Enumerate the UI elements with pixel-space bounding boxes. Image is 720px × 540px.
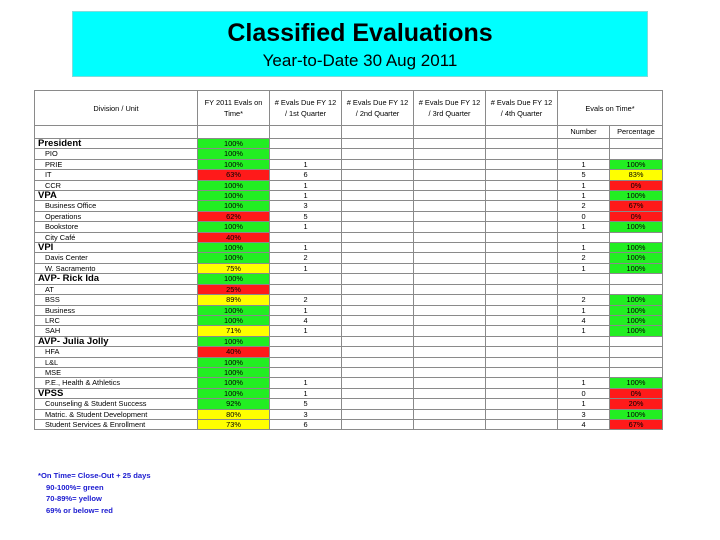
- unit-name: Business: [35, 305, 198, 315]
- q1-value: 6: [270, 170, 342, 180]
- page-title: Classified Evaluations: [227, 19, 493, 47]
- q2-value: [342, 336, 414, 346]
- on-time-percentage: 100%: [610, 263, 663, 273]
- q3-value: [414, 191, 486, 201]
- on-time-percentage: [610, 336, 663, 346]
- on-time-number: 1: [558, 159, 610, 169]
- fy2011-value: 25%: [198, 284, 270, 294]
- unit-name: Operations: [35, 211, 198, 221]
- unit-name: VPSS: [35, 388, 198, 398]
- on-time-percentage: [610, 347, 663, 357]
- unit-name: HFA: [35, 347, 198, 357]
- q1-value: 1: [270, 263, 342, 273]
- q2-value: [342, 315, 414, 325]
- unit-name: BSS: [35, 295, 198, 305]
- fy2011-value: 100%: [198, 274, 270, 284]
- q1-value: [270, 367, 342, 377]
- fy2011-value: 89%: [198, 295, 270, 305]
- q4-value: [486, 336, 558, 346]
- unit-name: City Café: [35, 232, 198, 242]
- evaluations-table: [34, 90, 663, 430]
- table-row: [35, 399, 663, 409]
- on-time-number: [558, 367, 610, 377]
- q4-value: [486, 388, 558, 398]
- table-row: [35, 211, 663, 221]
- q4-value: [486, 326, 558, 336]
- fy2011-value: 100%: [198, 159, 270, 169]
- table-row: [35, 336, 663, 346]
- q4-value: [486, 357, 558, 367]
- on-time-percentage: 0%: [610, 180, 663, 190]
- q4-value: [486, 253, 558, 263]
- on-time-percentage: 67%: [610, 201, 663, 211]
- q3-value: [414, 315, 486, 325]
- table-row: [35, 357, 663, 367]
- unit-name: W. Sacramento: [35, 263, 198, 273]
- q4-value: [486, 211, 558, 221]
- q3-value: [414, 326, 486, 336]
- q1-value: [270, 274, 342, 284]
- header-q4: # Evals Due FY 12 / 4th Quarter: [486, 91, 558, 126]
- q2-value: [342, 170, 414, 180]
- header-q1: # Evals Due FY 12 / 1st Quarter: [270, 91, 342, 126]
- unit-name: Matric. & Student Development: [35, 409, 198, 419]
- unit-name: VPA: [35, 191, 198, 201]
- unit-name: Business Office: [35, 201, 198, 211]
- q3-value: [414, 201, 486, 211]
- table-row: [35, 232, 663, 242]
- q4-value: [486, 378, 558, 388]
- on-time-number: 0: [558, 211, 610, 221]
- table-row: [35, 139, 663, 149]
- table-row: [35, 170, 663, 180]
- q2-value: [342, 295, 414, 305]
- unit-name: Bookstore: [35, 222, 198, 232]
- q1-value: 1: [270, 305, 342, 315]
- q3-value: [414, 419, 486, 429]
- q2-value: [342, 232, 414, 242]
- fy2011-value: 100%: [198, 388, 270, 398]
- on-time-percentage: 0%: [610, 388, 663, 398]
- table-row: [35, 159, 663, 169]
- q2-value: [342, 180, 414, 190]
- on-time-number: 1: [558, 326, 610, 336]
- q3-value: [414, 388, 486, 398]
- on-time-percentage: 83%: [610, 170, 663, 180]
- unit-name: LRC: [35, 315, 198, 325]
- fy2011-value: 71%: [198, 326, 270, 336]
- unit-name: PIO: [35, 149, 198, 159]
- q4-value: [486, 139, 558, 149]
- header-fy2011: FY 2011 Evals on Time*: [198, 91, 270, 126]
- table-row: [35, 274, 663, 284]
- on-time-percentage: 100%: [610, 253, 663, 263]
- q2-value: [342, 149, 414, 159]
- on-time-number: 1: [558, 378, 610, 388]
- fy2011-value: 73%: [198, 419, 270, 429]
- q1-value: [270, 232, 342, 242]
- q2-value: [342, 139, 414, 149]
- unit-name: President: [35, 139, 198, 149]
- q2-value: [342, 159, 414, 169]
- on-time-number: [558, 284, 610, 294]
- q1-value: 2: [270, 295, 342, 305]
- q1-value: [270, 284, 342, 294]
- table-body: [35, 139, 663, 430]
- on-time-number: 0: [558, 388, 610, 398]
- unit-name: L&L: [35, 357, 198, 367]
- unit-name: AT: [35, 284, 198, 294]
- q3-value: [414, 139, 486, 149]
- unit-name: IT: [35, 170, 198, 180]
- unit-name: AVP- Julia Jolly: [35, 336, 198, 346]
- on-time-percentage: 100%: [610, 378, 663, 388]
- q3-value: [414, 399, 486, 409]
- fy2011-value: 100%: [198, 191, 270, 201]
- fy2011-value: 40%: [198, 347, 270, 357]
- q2-value: [342, 211, 414, 221]
- on-time-percentage: 100%: [610, 191, 663, 201]
- on-time-percentage: 100%: [610, 326, 663, 336]
- q4-value: [486, 409, 558, 419]
- q2-value: [342, 388, 414, 398]
- on-time-percentage: [610, 284, 663, 294]
- unit-name: PRIE: [35, 159, 198, 169]
- q4-value: [486, 180, 558, 190]
- on-time-percentage: [610, 232, 663, 242]
- table-subheader-row: [35, 126, 663, 139]
- on-time-percentage: 100%: [610, 159, 663, 169]
- q2-value: [342, 222, 414, 232]
- table-row: [35, 409, 663, 419]
- table-row: [35, 305, 663, 315]
- q2-value: [342, 419, 414, 429]
- q2-value: [342, 378, 414, 388]
- fy2011-value: 92%: [198, 399, 270, 409]
- note-green: 90-100%= green: [46, 482, 104, 492]
- on-time-number: 1: [558, 180, 610, 190]
- q1-value: 1: [270, 326, 342, 336]
- q4-value: [486, 274, 558, 284]
- table-row: [35, 263, 663, 273]
- fy2011-value: 75%: [198, 263, 270, 273]
- on-time-number: [558, 274, 610, 284]
- q3-value: [414, 149, 486, 159]
- on-time-percentage: 100%: [610, 315, 663, 325]
- q1-value: 1: [270, 159, 342, 169]
- q3-value: [414, 263, 486, 273]
- fy2011-value: 40%: [198, 232, 270, 242]
- on-time-percentage: 100%: [610, 305, 663, 315]
- q3-value: [414, 305, 486, 315]
- q1-value: 5: [270, 399, 342, 409]
- fy2011-value: 100%: [198, 305, 270, 315]
- q3-value: [414, 284, 486, 294]
- on-time-percentage: [610, 367, 663, 377]
- table-row: [35, 326, 663, 336]
- q2-value: [342, 305, 414, 315]
- on-time-number: 2: [558, 295, 610, 305]
- on-time-number: 2: [558, 253, 610, 263]
- q1-value: 4: [270, 315, 342, 325]
- on-time-percentage: 100%: [610, 243, 663, 253]
- table-header-row: [35, 91, 663, 126]
- q2-value: [342, 263, 414, 273]
- on-time-percentage: [610, 149, 663, 159]
- on-time-percentage: [610, 357, 663, 367]
- q3-value: [414, 336, 486, 346]
- q2-value: [342, 347, 414, 357]
- on-time-number: [558, 232, 610, 242]
- on-time-number: [558, 357, 610, 367]
- table-row: [35, 243, 663, 253]
- q3-value: [414, 253, 486, 263]
- q4-value: [486, 232, 558, 242]
- on-time-percentage: [610, 139, 663, 149]
- q4-value: [486, 201, 558, 211]
- q4-value: [486, 419, 558, 429]
- on-time-number: [558, 336, 610, 346]
- q1-value: 1: [270, 388, 342, 398]
- q3-value: [414, 347, 486, 357]
- q3-value: [414, 211, 486, 221]
- q1-value: [270, 149, 342, 159]
- on-time-percentage: 100%: [610, 409, 663, 419]
- q1-value: 5: [270, 211, 342, 221]
- table-row: [35, 222, 663, 232]
- unit-name: P.E., Health & Athletics: [35, 378, 198, 388]
- q2-value: [342, 357, 414, 367]
- note-red: 69% or below= red: [46, 505, 113, 515]
- q1-value: 3: [270, 409, 342, 419]
- title-banner: [72, 11, 648, 77]
- q2-value: [342, 284, 414, 294]
- q4-value: [486, 367, 558, 377]
- q4-value: [486, 305, 558, 315]
- on-time-percentage: 100%: [610, 222, 663, 232]
- fy2011-value: 100%: [198, 378, 270, 388]
- fy2011-value: 63%: [198, 170, 270, 180]
- header-q3: # Evals Due FY 12 / 3rd Quarter: [414, 91, 486, 126]
- note-yellow: 70-89%= yellow: [46, 494, 102, 503]
- header-evals-on-time: Evals on Time*: [558, 91, 663, 126]
- q1-value: [270, 139, 342, 149]
- q4-value: [486, 149, 558, 159]
- table-row: [35, 347, 663, 357]
- q4-value: [486, 243, 558, 253]
- on-time-number: 1: [558, 191, 610, 201]
- fy2011-value: 80%: [198, 409, 270, 419]
- unit-name: MSE: [35, 367, 198, 377]
- table-row: [35, 367, 663, 377]
- q1-value: [270, 347, 342, 357]
- q2-value: [342, 191, 414, 201]
- on-time-percentage: 67%: [610, 419, 663, 429]
- on-time-number: 5: [558, 170, 610, 180]
- table-row: [35, 253, 663, 263]
- q3-value: [414, 367, 486, 377]
- header-q2: # Evals Due FY 12 / 2nd Quarter: [342, 91, 414, 126]
- unit-name: Counseling & Student Success: [35, 399, 198, 409]
- fy2011-value: 100%: [198, 253, 270, 263]
- unit-name: CCR: [35, 180, 198, 190]
- q1-value: 1: [270, 243, 342, 253]
- q4-value: [486, 284, 558, 294]
- legend-notes: [38, 470, 151, 516]
- q3-value: [414, 295, 486, 305]
- on-time-number: [558, 347, 610, 357]
- q4-value: [486, 347, 558, 357]
- q1-value: [270, 357, 342, 367]
- q4-value: [486, 399, 558, 409]
- on-time-number: 1: [558, 399, 610, 409]
- q3-value: [414, 357, 486, 367]
- q2-value: [342, 274, 414, 284]
- unit-name: SAH: [35, 326, 198, 336]
- q3-value: [414, 170, 486, 180]
- on-time-number: 3: [558, 409, 610, 419]
- q2-value: [342, 409, 414, 419]
- table-row: [35, 388, 663, 398]
- on-time-number: 4: [558, 419, 610, 429]
- table-row: [35, 295, 663, 305]
- fy2011-value: 100%: [198, 336, 270, 346]
- q4-value: [486, 222, 558, 232]
- table-row: [35, 149, 663, 159]
- q4-value: [486, 263, 558, 273]
- table-row: [35, 315, 663, 325]
- table-row: [35, 180, 663, 190]
- q1-value: 1: [270, 180, 342, 190]
- fy2011-value: 100%: [198, 367, 270, 377]
- on-time-number: 2: [558, 201, 610, 211]
- page-subtitle: Year-to-Date 30 Aug 2011: [262, 51, 458, 70]
- q2-value: [342, 326, 414, 336]
- unit-name: Davis Center: [35, 253, 198, 263]
- q4-value: [486, 191, 558, 201]
- q2-value: [342, 201, 414, 211]
- q1-value: 1: [270, 222, 342, 232]
- header-division: Division / Unit: [35, 91, 198, 126]
- fy2011-value: 100%: [198, 315, 270, 325]
- unit-name: VPI: [35, 243, 198, 253]
- q2-value: [342, 243, 414, 253]
- q1-value: 3: [270, 201, 342, 211]
- fy2011-value: 100%: [198, 149, 270, 159]
- q1-value: 2: [270, 253, 342, 263]
- on-time-number: 4: [558, 315, 610, 325]
- q3-value: [414, 180, 486, 190]
- on-time-number: [558, 139, 610, 149]
- q3-value: [414, 232, 486, 242]
- fy2011-value: 100%: [198, 139, 270, 149]
- header-percentage: Percentage: [610, 126, 663, 139]
- table-row: [35, 284, 663, 294]
- q1-value: 1: [270, 378, 342, 388]
- fy2011-value: 100%: [198, 243, 270, 253]
- note-on-time-definition: *On Time= Close-Out + 25 days: [38, 471, 151, 480]
- on-time-percentage: [610, 274, 663, 284]
- fy2011-value: 100%: [198, 180, 270, 190]
- on-time-number: 1: [558, 305, 610, 315]
- table-row: [35, 419, 663, 429]
- fy2011-value: 100%: [198, 201, 270, 211]
- on-time-number: 1: [558, 222, 610, 232]
- q2-value: [342, 253, 414, 263]
- q2-value: [342, 399, 414, 409]
- fy2011-value: 100%: [198, 357, 270, 367]
- on-time-percentage: 20%: [610, 399, 663, 409]
- q3-value: [414, 409, 486, 419]
- q2-value: [342, 367, 414, 377]
- on-time-number: [558, 149, 610, 159]
- q3-value: [414, 222, 486, 232]
- table-row: [35, 191, 663, 201]
- q4-value: [486, 315, 558, 325]
- q3-value: [414, 378, 486, 388]
- on-time-number: 1: [558, 243, 610, 253]
- fy2011-value: 100%: [198, 222, 270, 232]
- table-row: [35, 378, 663, 388]
- unit-name: AVP- Rick Ida: [35, 274, 198, 284]
- q3-value: [414, 274, 486, 284]
- q1-value: 1: [270, 191, 342, 201]
- q4-value: [486, 159, 558, 169]
- q3-value: [414, 243, 486, 253]
- q4-value: [486, 295, 558, 305]
- table-row: [35, 201, 663, 211]
- q1-value: [270, 336, 342, 346]
- q4-value: [486, 170, 558, 180]
- on-time-percentage: 100%: [610, 295, 663, 305]
- q3-value: [414, 159, 486, 169]
- on-time-percentage: 0%: [610, 211, 663, 221]
- on-time-number: 1: [558, 263, 610, 273]
- header-number: Number: [558, 126, 610, 139]
- q1-value: 6: [270, 419, 342, 429]
- fy2011-value: 62%: [198, 211, 270, 221]
- unit-name: Student Services & Enrollment: [35, 419, 198, 429]
